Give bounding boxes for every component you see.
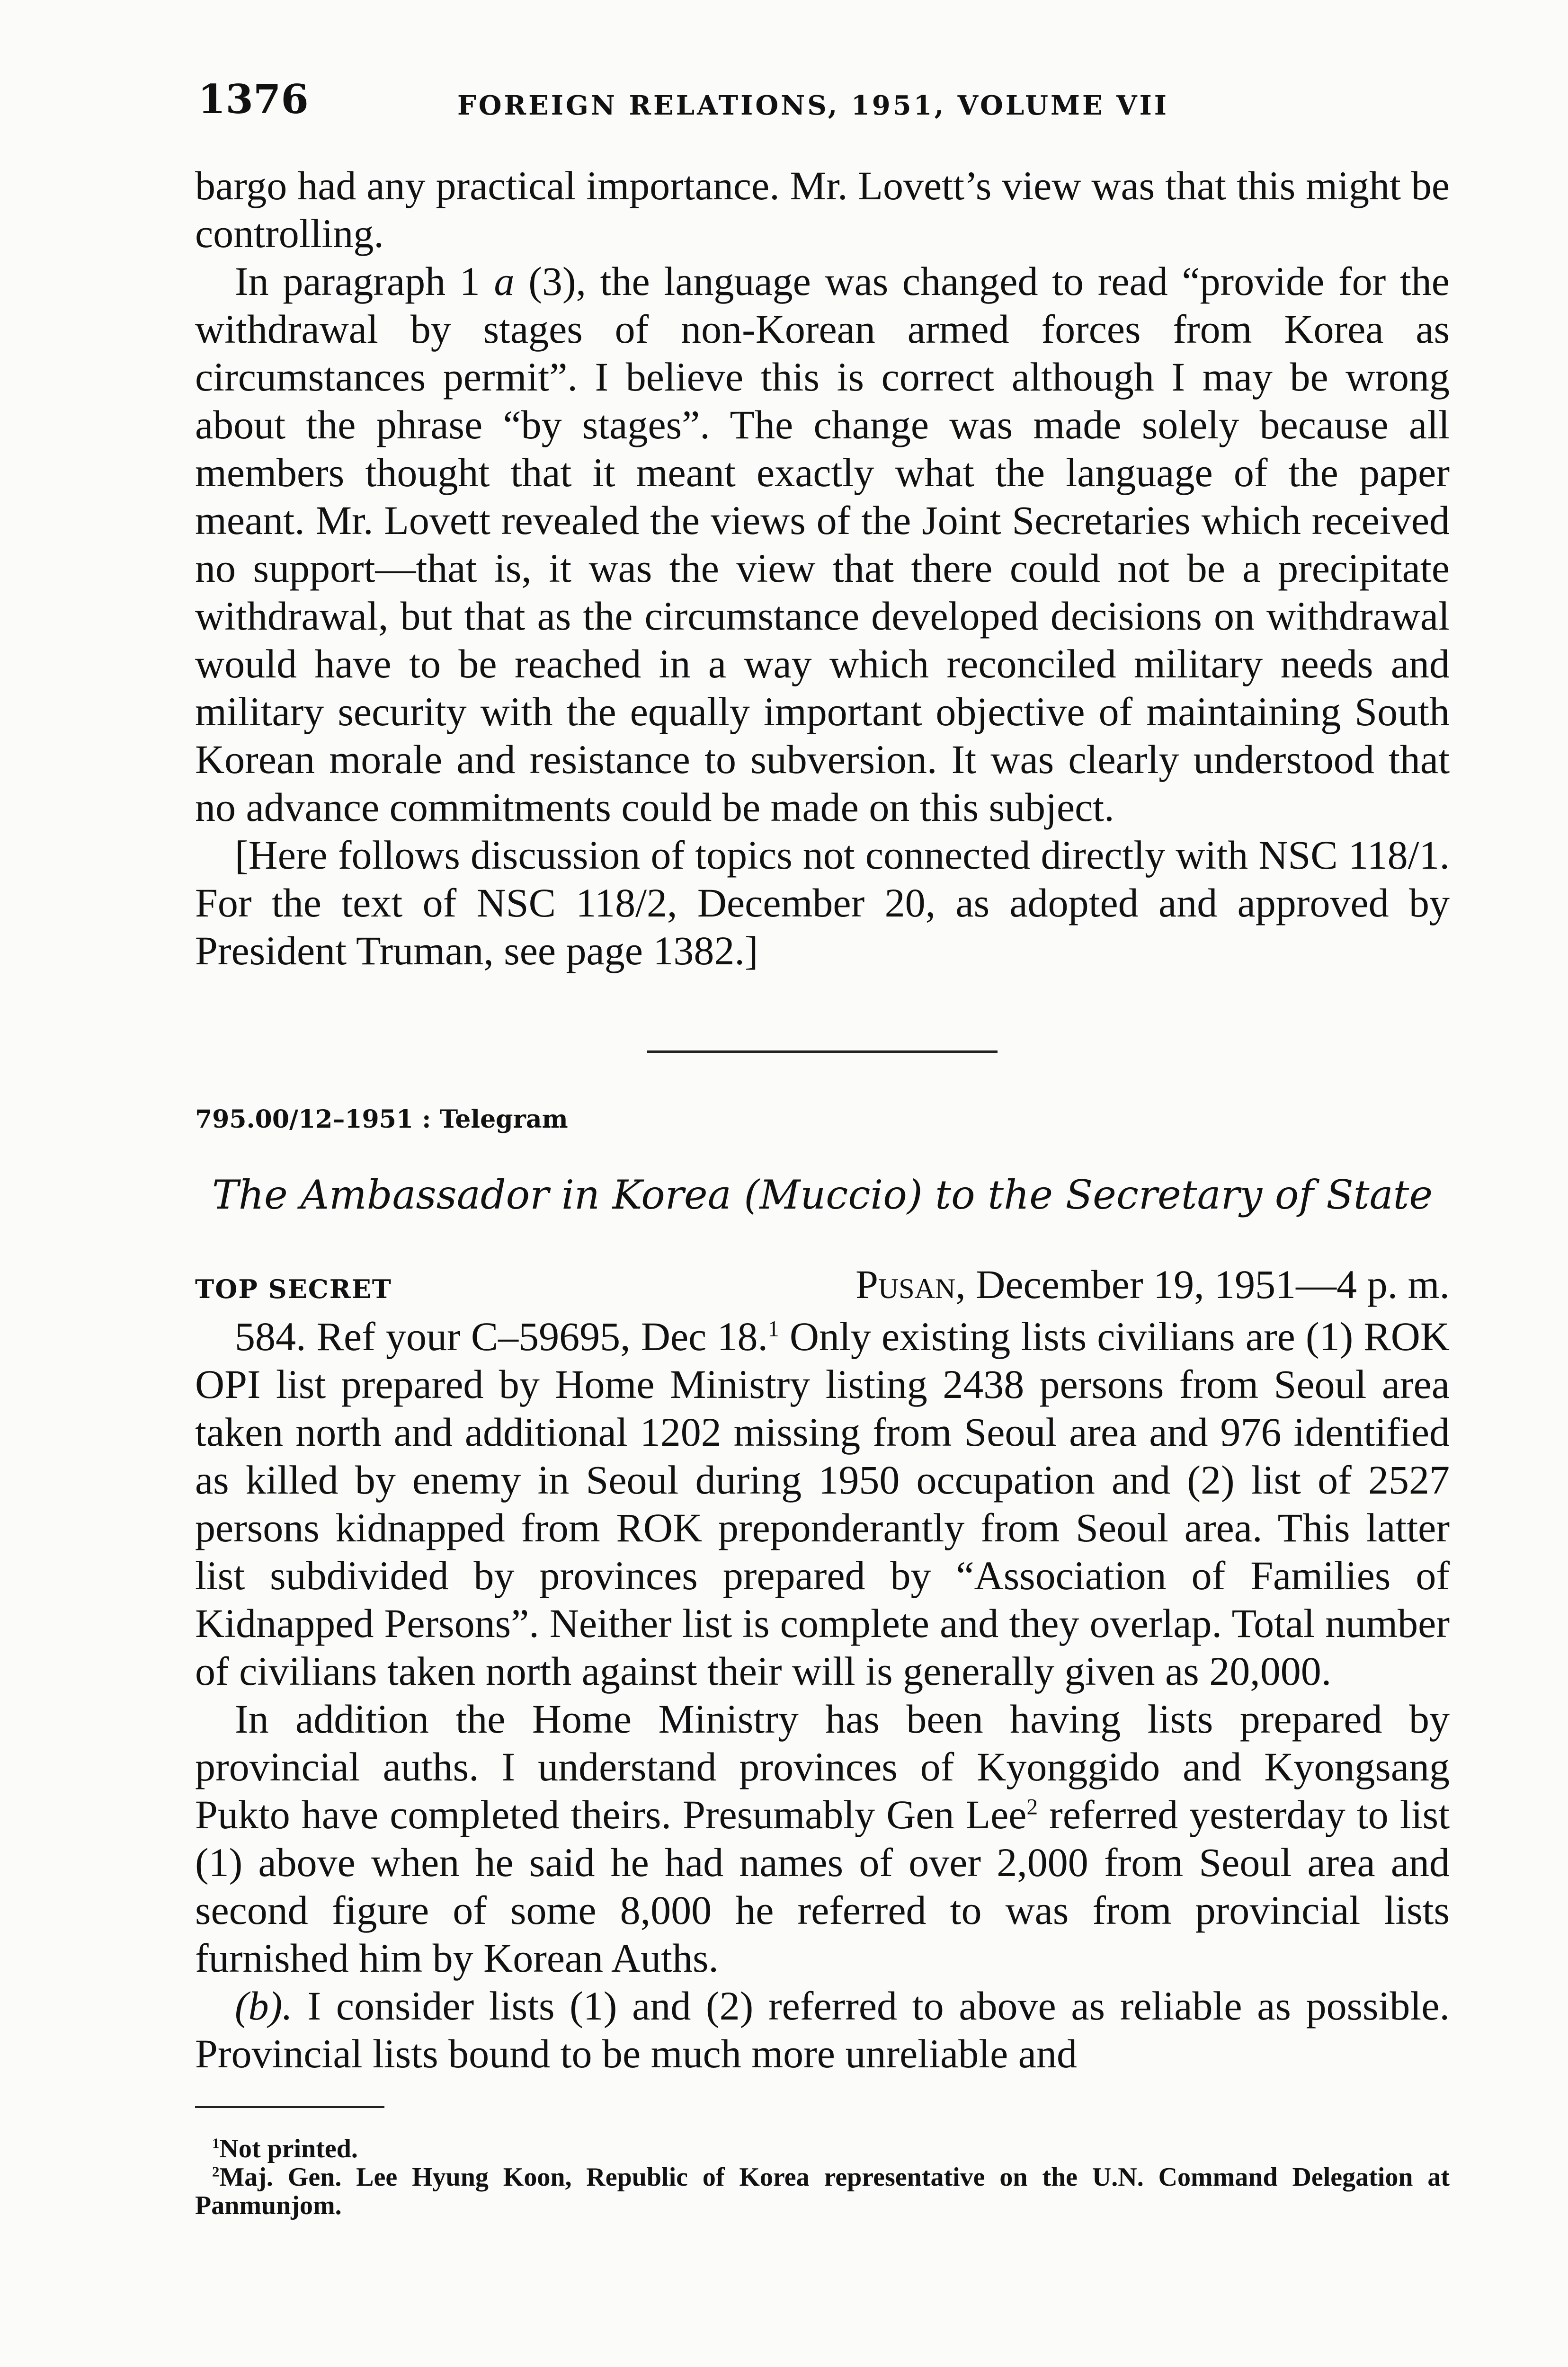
- footnote-mark: 2: [212, 2163, 220, 2180]
- page-number: 1376: [198, 76, 309, 123]
- para1-lead: 584. Ref your C–59695, Dec 18.: [235, 1314, 768, 1359]
- telegram-paragraph-2: [195, 1695, 1450, 1982]
- para-b-rest: I consider lists (1) and (2) referred to above as reliable as possible. Provincial lists bound to be much more unreliable and: [195, 1983, 1450, 2076]
- paragraph-rest: (3), the language was changed to read “provide for the withdrawal by stages of non-Korean armed forces from Korea as circumstances permit”. I believe this is correct although I may be wrong about the phrase “by stages”. The change was made solely because all members thought that it meant exactly what the language of the paper meant. Mr. Lovett revealed the views of the Joint Secretaries which received no support—that is, it was the view that there could not be a precipitate withdrawal, but that as the circumstance developed decisions on withdrawal would have to be reached in a way which reconciled military needs and military security with the equally important objective of maintaining South Korean morale and resistance to subversion. It was clearly understood that no advance commitments could be made on this subject.: [195, 258, 1450, 830]
- footnote-mark: 1: [212, 2135, 220, 2152]
- para2-lead: In addition the Home Ministry has been having lists prepared by provincial auths. I understand provinces of Kyonggido and Kyongsang Pukto have completed theirs. Presumably Gen Lee: [195, 1696, 1450, 1837]
- date-time: , December 19, 1951—4 p. m.: [955, 1262, 1450, 1307]
- place-and-date: [855, 1261, 1450, 1308]
- italic-letter: a: [494, 258, 515, 304]
- place: Pusan: [855, 1262, 956, 1307]
- paragraph-lead: In paragraph 1: [235, 258, 494, 304]
- running-title: FOREIGN RELATIONS, 1951, VOLUME VII: [457, 90, 1169, 121]
- footnote-2: [195, 2163, 1450, 2220]
- footnote-ref-1: 1: [767, 1317, 779, 1342]
- telegram-paragraph-1: [195, 1313, 1450, 1695]
- page-body: [195, 162, 1450, 2220]
- footnote-rule: [195, 2106, 384, 2108]
- section-divider: [647, 1050, 998, 1053]
- para1-rest: Only existing lists civilians are (1) ROK OPI list prepared by Home Ministry listing 2438 persons from Seoul area taken north and additional 1202 missing from Seoul area and 976 identified as killed by enemy in Seoul during 1950 occupation and (2) list of 2527 persons kidnapped from ROK preponderantly from Seoul area. This latter list subdivided by provinces prepared by “Association of Families of Kidnapped Persons”. Neither list is complete and they overlap. Total number of civilians taken north against their will is generally given as 20,000.: [195, 1314, 1450, 1694]
- footnotes: [195, 2135, 1450, 2220]
- paragraph-1a3-discussion: [195, 258, 1450, 831]
- footnote-1: [195, 2135, 1450, 2163]
- page-header: [198, 76, 1448, 133]
- file-reference: 795.00/12–1951 : Telegram: [195, 1105, 568, 1134]
- footnote-text: Maj. Gen. Lee Hyung Koon, Republic of Korea representative on the U.N. Command Delegation at Panmunjom.: [195, 2162, 1450, 2220]
- continuation-paragraph: bargo had any practical importance. Mr. Lovett’s view was that this might be controlling.: [195, 163, 1450, 256]
- classification: TOP SECRET: [195, 1274, 392, 1304]
- footnote-ref-2: 2: [1026, 1795, 1038, 1820]
- editorial-note: [Here follows discussion of topics not connected directly with NSC 118/1. For the text of NSC 118/2, December 20, as adopted and approved by President Truman, see page 1382.]: [195, 832, 1450, 973]
- para2-rest: referred yesterday to list (1) above when he said he had names of over 2,000 from Seoul area and second figure of some 8,000 he referred to was from provincial lists furnished him by Korean Auths.: [195, 1792, 1450, 1981]
- item-label: (b).: [235, 1983, 293, 2029]
- document-heading: The Ambassador in Korea (Muccio) to the Secretary of State: [212, 1172, 1433, 1218]
- dateline: [195, 1261, 1450, 1313]
- footnote-text: Not printed.: [219, 2134, 358, 2163]
- telegram-paragraph-b: [195, 1982, 1450, 2078]
